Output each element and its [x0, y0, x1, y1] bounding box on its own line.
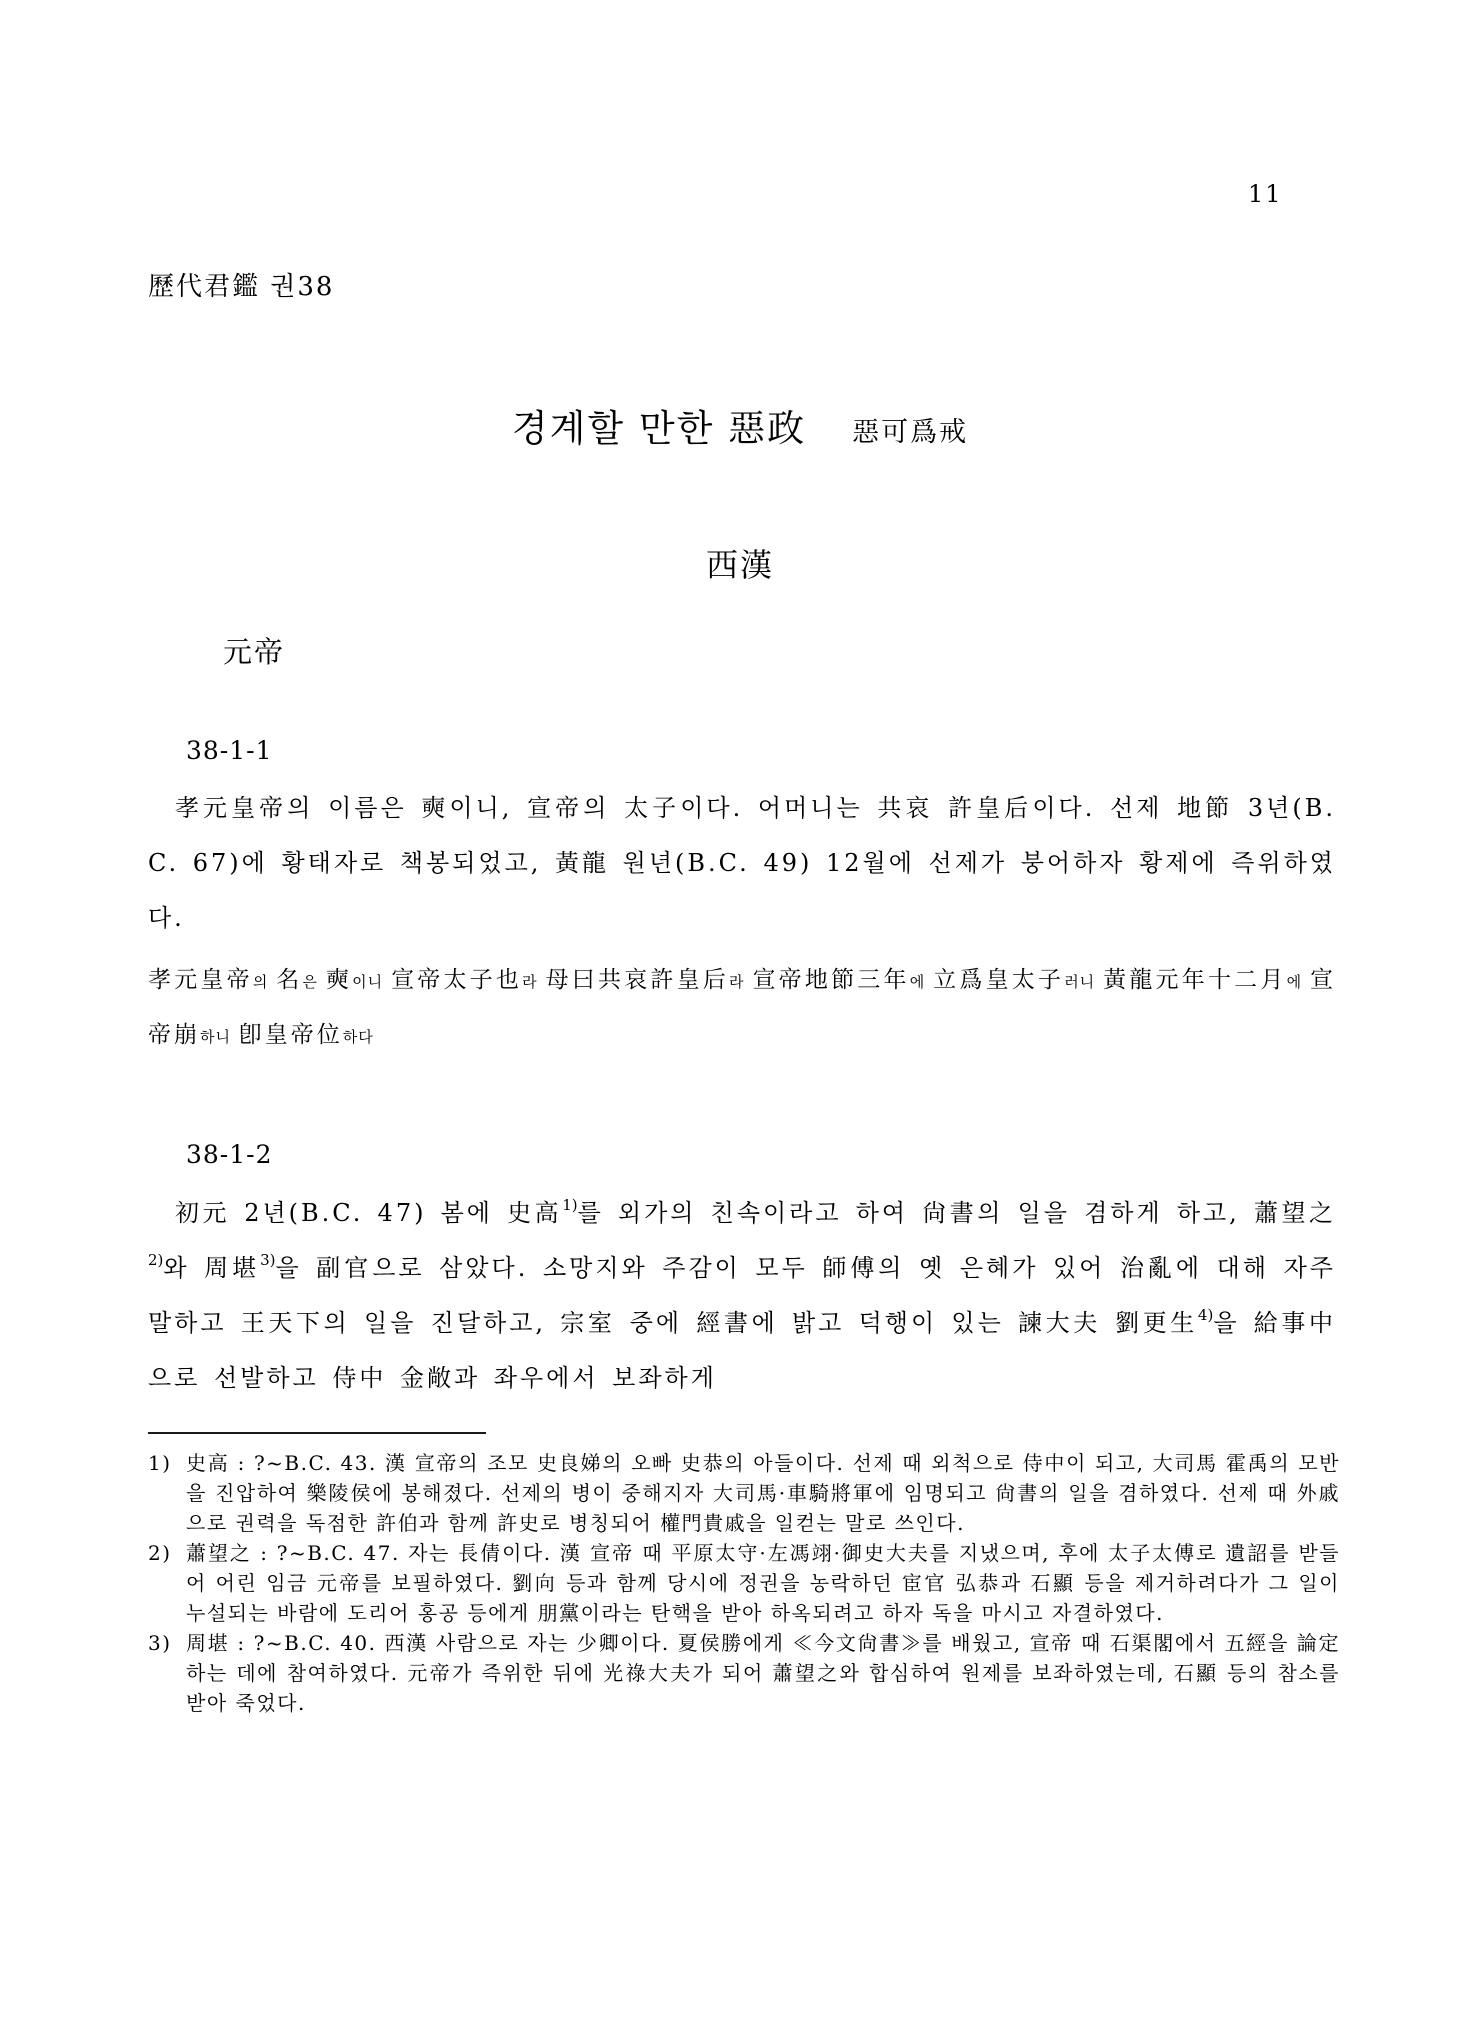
footnote-1	[148, 1448, 1340, 1538]
footnote-reference: 4)	[1197, 1306, 1214, 1324]
footnote-reference: 3)	[260, 1251, 276, 1269]
footnote-reference: 1)	[562, 1196, 578, 1214]
title-korean: 경계할 만한 惡政	[511, 407, 807, 450]
section-heading-xihan: 西漢	[705, 546, 774, 584]
translation-paragraph-38-1-1: 孝元皇帝의 이름은 奭이니, 宣帝의 太子이다. 어머니는 共哀 許皇后이다. 선제 地節 3년(B.C. 67)에 황태자로 책봉되었고, 黃龍 원년(B.C. 49) 12월에 선제가 붕어하자 황제에 즉위하였다.	[148, 794, 1336, 932]
page-title	[0, 398, 1480, 452]
translation-paragraph-38-1-2: 初元 2년(B.C. 47) 봄에 史高$^{1)}$를 외가의 친속이라고 하여 尙書의 일을 겸하게 하고, 蕭望之$^{2)}$와 周堪$^{3)}$을 副官으로 삼았다. 소망지와 주감이 모두 師傅의 옛 은혜가 있어 治亂에 대해 자주 말하고 王天下의 일을 진달하고, 宗室 중에 經書에 밝고 덕행이 있는 諫大夫 劉更生$^{4)}$을 給事中으로 선발하고 侍中 金敞과 좌우에서 보좌하게	[148, 1196, 1337, 1392]
footnotes-section	[148, 1432, 1340, 1718]
footnote-3	[148, 1628, 1340, 1718]
original-hanmun-paragraph-38-1-1: 孝元皇帝의 名은 奭이니 宣帝太子也라 母曰共哀許皇后라 宣帝地節三年에 立爲皇太子러니 黃龍元年十二月에 宣帝崩하니 卽皇帝位하다	[148, 967, 1337, 1048]
subsection-heading-wondae: 元帝	[223, 635, 286, 669]
footnote-text: 周堪 : ?~B.C. 40. 西漢 사람으로 자는 少卿이다. 夏侯勝에게 ≪今文尙書≫를 배웠고, 宣帝 때 石渠閣에서 五經을 論定하는 데에 참여하였다. 元帝가 즉위한 뒤에 光祿大夫가 되어 蕭望之와 합심하여 원제를 보좌하였는데, 石顯 등의 참소를 받아 죽었다.	[186, 1631, 1340, 1715]
footnote-reference: 2)	[148, 1251, 164, 1269]
footnote-text: 蕭望之 : ?~B.C. 47. 자는 長倩이다. 漢 宣帝 때 平原太守·左馮翊·御史大夫를 지냈으며, 후에 太子太傅로 遺詔를 받들어 어린 임금 元帝를 보필하였다. 劉向 등과 함께 당시에 정권을 농락하던 宦官 弘恭과 石顯 등을 제거하려다가 그 일이 누설되는 바람에 도리어 홍공 등에게 朋黨이라는 탄핵을 받아 하옥되려고 하자 독을 마시고 자결하였다.	[186, 1541, 1340, 1625]
title-hanja: 惡可爲戒	[852, 417, 969, 448]
footnote-marker: 1)	[148, 1451, 172, 1475]
entry-id-38-1-2: 38-1-2	[186, 1140, 273, 1169]
page-number: 11	[1248, 180, 1283, 208]
footnote-marker: 3)	[148, 1631, 172, 1655]
entry-id-38-1-1: 38-1-1	[186, 736, 273, 765]
footnote-2	[148, 1538, 1340, 1628]
footnote-text: 史高 : ?~B.C. 43. 漢 宣帝의 조모 史良娣의 오빠 史恭의 아들이다. 선제 때 외척으로 侍中이 되고, 大司馬 霍禹의 모반을 진압하여 樂陵侯에 봉해졌다. 선제의 병이 중해지자 大司馬·車騎將軍에 임명되고 尙書의 일을 겸하였다. 선제 때 外戚으로 권력을 독점한 許伯과 함께 許史로 병칭되어 權門貴戚을 일컫는 말로 쓰인다.	[186, 1451, 1340, 1535]
footnote-separator-rule	[148, 1432, 486, 1434]
footnote-marker: 2)	[148, 1541, 172, 1565]
document-header: 歷代君鑑 권38	[148, 272, 335, 302]
